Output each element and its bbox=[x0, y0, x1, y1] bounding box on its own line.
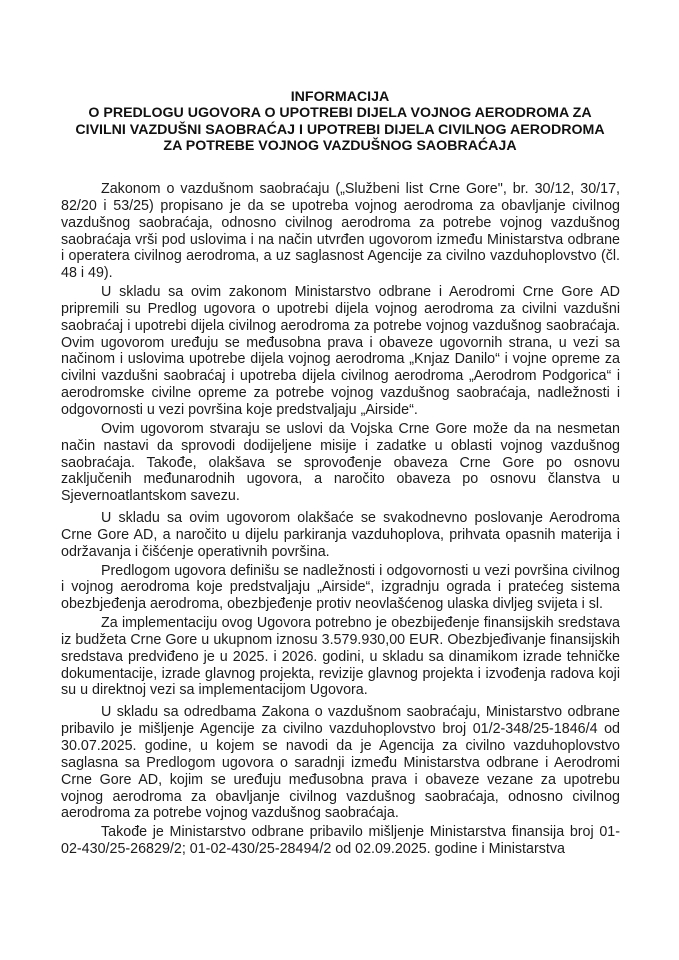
title-subheading-line-3: ZA POTREBE VOJNOG VAZDUŠNOG SAOBRAĆAJA bbox=[163, 137, 517, 154]
paragraph-legal-basis: Zakonom o vazdušnom saobraćaju („Službeni list Crne Gore", br. 30/12, 30/17, 82/20 i 53/25) propisano je da se upotreba vojnog aerodroma za obavljanje civilnog vazdušnog saobraćaja, odnosno civilnog aerodroma za potrebe vojnog vazdušnog saobraćaja vrši pod uslovima i na način utvrđen ugovorom između Ministarstva odbrane i operatera civilnog aerodroma, a uz saglasnost Agencije za civilno vazduhoplovstvo (čl. 48 i 49). bbox=[61, 181, 620, 282]
paragraph-military-benefits: Ovim ugovorom stvaraju se uslovi da Vojska Crne Gore može da na nesmetan način nastavi da sprovodi dodijeljene misije i zadatke u oblasti vojnog vazdušnog saobraćaja. Takođe, olakšava se sprovođenje obaveza Crne Gore po osnovu zaključenih međunarodnih ugovora, a naročito obaveza po osnovu članstva u Sjevernoatlantskom savezu. bbox=[61, 420, 620, 505]
title-subheading-line-1: O PREDLOGU UGOVORA O UPOTREBI DIJELA VOJNOG AERODROMA ZA bbox=[88, 105, 592, 122]
title-heading: INFORMACIJA bbox=[290, 89, 390, 105]
document-body bbox=[61, 181, 620, 858]
paragraph-contract-scope: U skladu sa ovim zakonom Ministarstvo odbrane i Aerodromi Crne Gore AD pripremili su Predlog ugovora o upotrebi dijela vojnog aerodroma za civilni vazdušni saobraćaj i upotrebi dijela civilnog aerodroma za potrebe vojnog vazdušnog saobraćaja. Ovim ugovorom uređuju se međusobna prava i obaveze ugovornih strana, u vezi sa načinom i uslovima upotrebe dijela vojnog aerodroma „Knjaz Danilo“ i vojne opreme za civilni vazdušni saobraćaj i upotreba dijela civilnog aerodroma „Aerodrom Podgorica“ i aerodromske civilne opreme za potrebe vojnog vazdušnog saobraćaja, nadležnosti i odgovornosti u vezi površina koje predstvaljaju „Airside“. bbox=[61, 284, 620, 418]
document-title bbox=[60, 89, 620, 154]
paragraph-finance-opinion: Takođe je Ministarstvo odbrane pribavilo mišljenje Ministarstva finansija broj 01-02-430/25-26829/2; 01-02-430/25-28494/2 od 02.09.2025. godine i Ministarstva bbox=[61, 824, 620, 858]
paragraph-agency-opinion: U skladu sa odredbama Zakona o vazdušnom saobraćaju, Ministarstvo odbrane pribavilo je mišljenje Agencije za civilno vazduhoplovstvo broj 01/2-348/25-1846/4 od 30.07.2025. godine, u kojem se navodi da je Agencija za civilno vazduhoplovstvo saglasna sa Predlogom ugovora o saradnji između Ministarstva odbrane i Aerodromi Crne Gore AD, kojim se uređuju međusobna prava i obaveze vezane za upotrebu vojnog aerodroma za obavljanje civilnog vazdušnog saobraćaja, odnosno civilnog aerodroma za potrebe vojnog vazdušnog saobraćaja. bbox=[61, 704, 620, 822]
paragraph-airport-operations: U skladu sa ovim ugovorom olakšaće se svakodnevno poslovanje Aerodroma Crne Gore AD, a naročito u dijelu parkiranja vazduhoplova, prihvata opasnih materija i održavanja i čišćenje operativnih površina. bbox=[61, 510, 620, 560]
title-subheading-line-2: CIVILNI VAZDUŠNI SAOBRAĆAJ I UPOTREBI DIJELA CIVILNOG AERODROMA bbox=[75, 121, 605, 138]
paragraph-funding: Za implementaciju ovog Ugovora potrebno je obezbijeđenje finansijskih sredstava iz budžeta Crne Gore u ukupnom iznosu 3.579.930,00 EUR. Obezbjeđivanje finansijskih sredstava predviđeno je u 2025. i 2026. godini, u skladu sa dinamikom izrade tehničke dokumentacije, izrade glavnog projekta, revizije glavnog projekta i izvođenja radova koji su u direktnoj vezi sa implementacijom Ugovora. bbox=[61, 615, 620, 699]
paragraph-responsibilities: Predlogom ugovora definišu se nadležnosti i odgovornosti u vezi površina civilnog i vojnog aerodroma koje predstvaljaju „Airside“, izgradnju ograda i pratećeg sistema obezbjeđenja aerodroma, obezbjeđenje protiv neovlašćenog ulaska divljeg svijeta i sl. bbox=[61, 562, 620, 613]
